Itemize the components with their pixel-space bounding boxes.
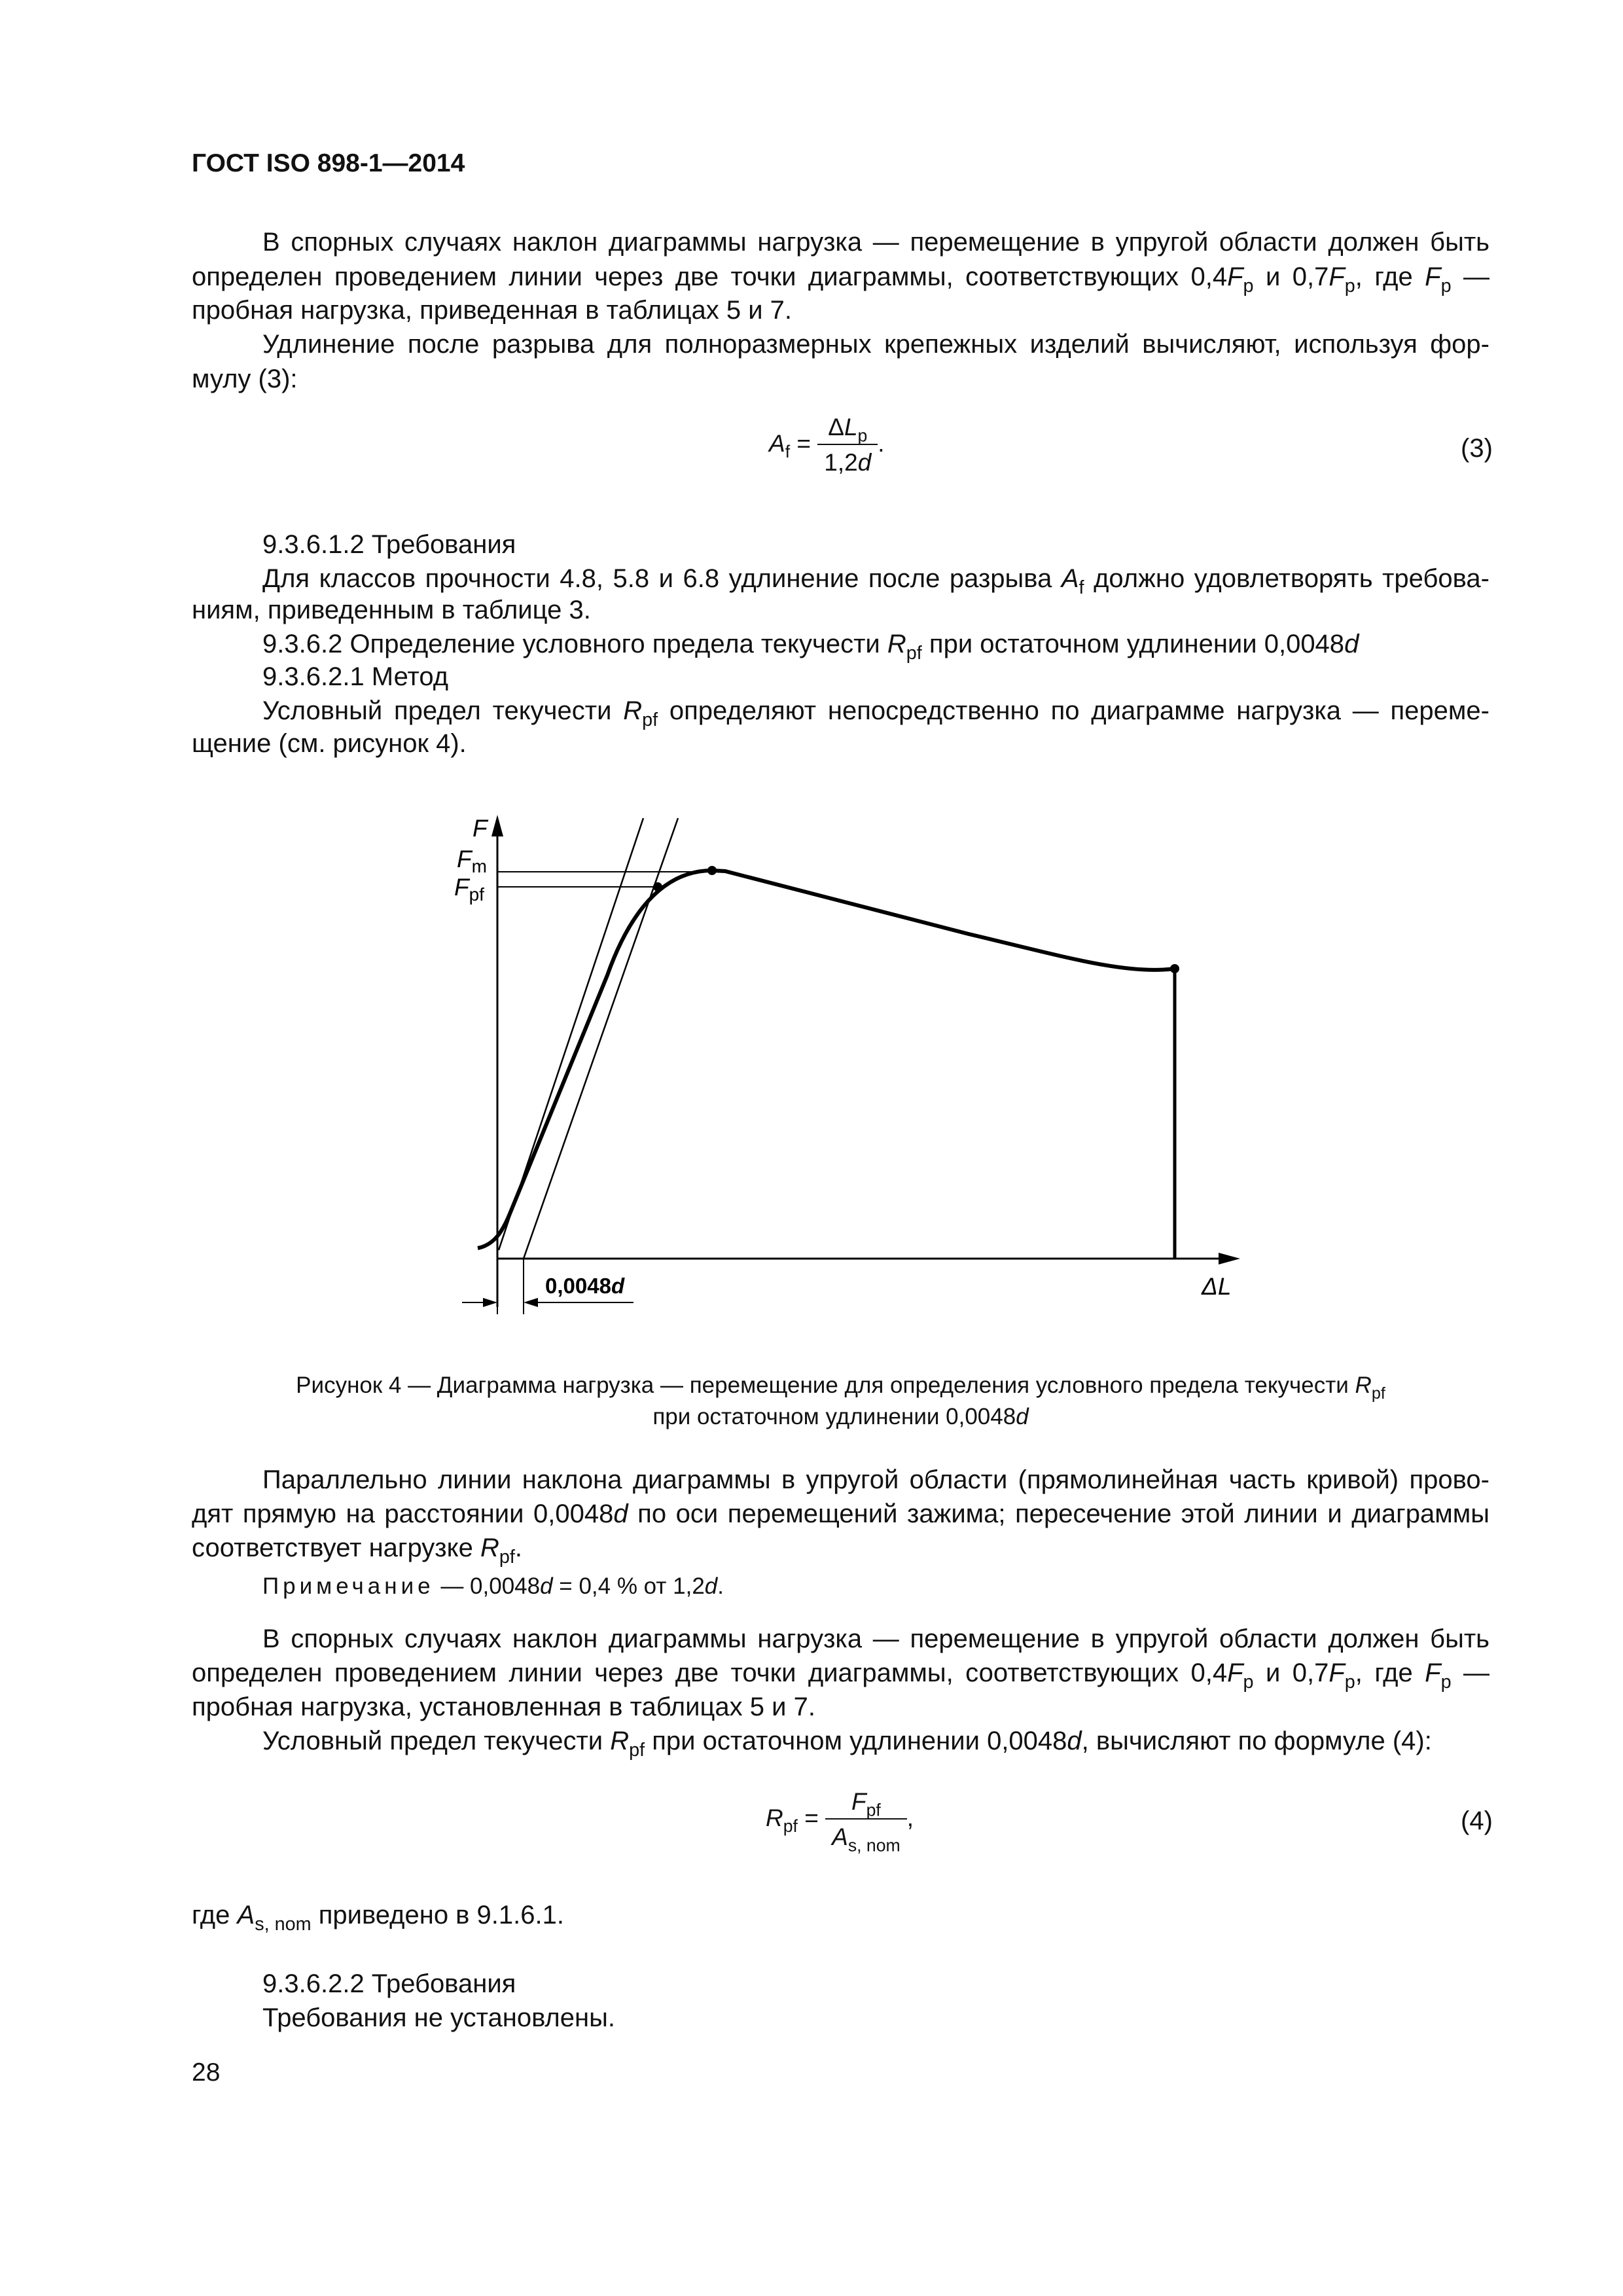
formula-3: $A_f$ = $\frac{\Delta L_p}{1,2d}$ . [769, 414, 885, 476]
dimension-arrow-left [483, 1298, 497, 1307]
text-line: определен проведением линии через две точки диаграммы, соответствующих $0,4F_p$ и $0,7F_p$, где $F_p$ — [192, 262, 1489, 297]
text-line: дят прямую на расстоянии 0,0048d по оси перемещений зажима; пересечение этой линии и диаграммы [192, 1499, 1489, 1528]
text-line: пробная нагрузка, приведенная в таблицах 5 и 7. [192, 296, 793, 325]
text-line: пробная нагрузка, установленная в таблицах 5 и 7. [192, 1693, 815, 1721]
fpf-sub: pf [469, 884, 484, 905]
fracture-point [1170, 964, 1179, 973]
load-curve [478, 870, 1175, 1248]
text-line: В спорных случаях наклон диаграммы нагрузка — перемещение в упругой области должен быть [262, 228, 1489, 257]
text-line: В спорных случаях наклон диаграммы нагрузка — перемещение в упругой области должен быть [262, 1624, 1489, 1653]
text-line: щение (см. рисунок 4). [192, 729, 467, 758]
text-line: определен проведением линии через две точки диаграммы, соответствующих $0,4F_p$ и $0,7F_p$, где $F_p$ — [192, 1659, 1489, 1693]
text-line: ниям, приведенным в таблице 3. [192, 596, 591, 624]
fraction: $\frac{\Delta L_p}{1,2d}$ [817, 414, 878, 476]
x-axis-label: ΔL [1202, 1273, 1232, 1300]
y-axis-label: F [473, 815, 488, 842]
text-line: Параллельно линии наклона диаграммы в упругой области (прямолинейная часть кривой) прово- [262, 1465, 1489, 1494]
text-line: Удлинение после разрыва для полноразмерных крепежных изделий вычисляют, используя фор- [262, 330, 1489, 359]
text-line: Требования не установлены. [262, 2003, 615, 2032]
section-heading: 9.3.6.2.1 Метод [262, 662, 449, 691]
document-header: ГОСТ ISO 898-1—2014 [192, 149, 465, 177]
section-heading: 9.3.6.2.2 Требования [262, 1969, 516, 1998]
y-axis-arrow [491, 815, 503, 836]
section-heading: 9.3.6.2 Определение условного предела текучести $R_{pf}$ при остаточном удлинении 0,0048d [262, 630, 1359, 664]
text-line: где $A_{s, nom}$ приведено в 9.1.6.1. [192, 1901, 564, 1935]
fraction: $\frac{F_{pf}}{A_{s, nom}}$ [825, 1788, 907, 1851]
equation-number: (3) [1461, 434, 1493, 463]
text-line: мулу (3): [192, 365, 298, 393]
text-line: Для классов прочности 4.8, 5.8 и 6.8 удлинение после разрыва $A_f$ должно удовлетворять требова- [262, 564, 1490, 599]
fm-label: $F_m$ [457, 846, 487, 876]
fpf-label: $F_{pf}$ [454, 874, 484, 905]
text-line: Условный предел текучести $R_{pf}$ определяют непосредственно по диаграмме нагрузка — переме- [262, 696, 1489, 731]
page-number: 28 [192, 2058, 221, 2087]
note: Примечание — 0,0048d = 0,4 % от 1,2d. [262, 1573, 724, 1599]
figure-caption-line: при остаточном удлинении 0,0048d [652, 1404, 1029, 1429]
text-line: соответствует нагрузке $R_{pf}$. [192, 1534, 522, 1568]
section-heading: 9.3.6.1.2 Требования [262, 530, 516, 559]
fm-sub: m [471, 856, 487, 876]
load-displacement-diagram [0, 798, 1623, 1388]
x-axis-arrow [1219, 1253, 1240, 1265]
text-line: Условный предел текучести $R_{pf}$ при остаточном удлинении 0,0048d, вычисляют по формуле (4): [262, 1727, 1432, 1761]
offset-label: 0,0048d [545, 1274, 625, 1298]
dimension-arrow-right [524, 1298, 538, 1307]
formula-4: $R_{pf}$ = $\frac{F_{pf}}{A_{s, nom}}$ , [766, 1788, 914, 1856]
figure-caption-line: Рисунок 4 — Диаграмма нагрузка — перемещение для определения условного предела текучести $R_{pf}$ [296, 1372, 1385, 1403]
fpf-point [653, 882, 662, 891]
equation-number: (4) [1461, 1806, 1493, 1835]
fm-point [707, 866, 717, 875]
